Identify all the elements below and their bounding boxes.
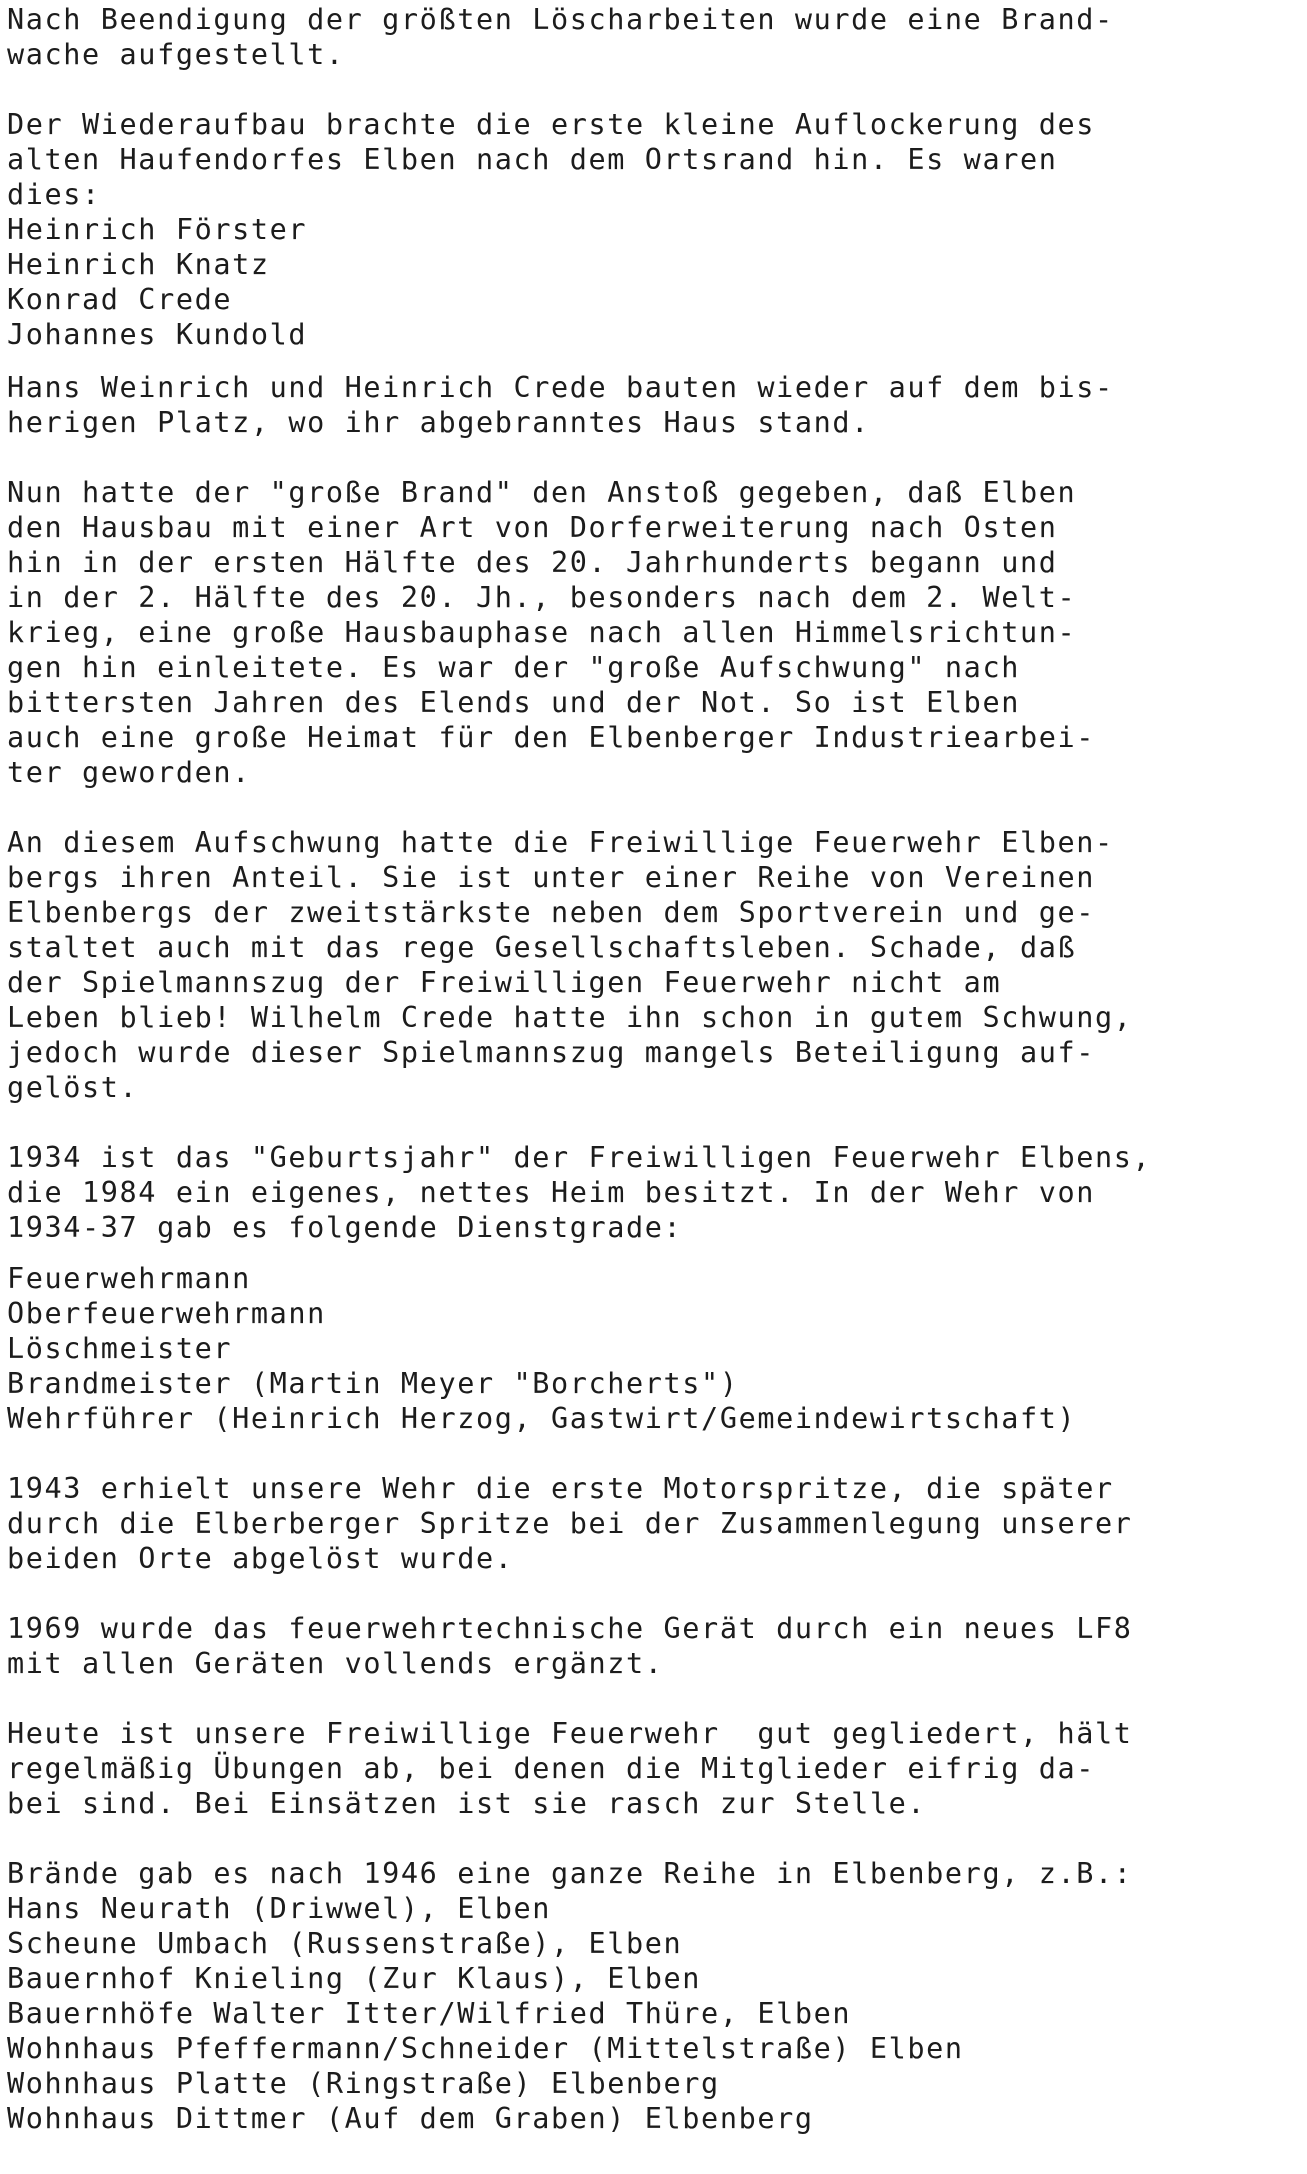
text-line: hin in der ersten Hälfte des 20. Jahrhunderts begann und bbox=[7, 546, 1058, 579]
text-line: den Hausbau mit einer Art von Dorferweiterung nach Osten bbox=[7, 511, 1058, 544]
list-item: Wohnhaus Platte (Ringstraße) Elbenberg bbox=[7, 2067, 720, 2100]
text-line: durch die Elberberger Spritze bei der Zusammenlegung unserer bbox=[7, 1507, 1133, 1540]
text-line: Brände gab es nach 1946 eine ganze Reihe in Elbenberg, z.B.: bbox=[7, 1857, 1133, 1890]
text-line: dies: bbox=[7, 178, 101, 211]
text-line: Elbenbergs der zweitstärkste neben dem Sportverein und ge- bbox=[7, 896, 1095, 929]
text-line: staltet auch mit das rege Gesellschaftsleben. Schade, daß bbox=[7, 931, 1077, 964]
text-line: bergs ihren Anteil. Sie ist unter einer Reihe von Vereinen bbox=[7, 861, 1095, 894]
text-line: regelmäßig Übungen ab, bei denen die Mitglieder eifrig da- bbox=[7, 1752, 1095, 1785]
text-line: der Spielmannszug der Freiwilligen Feuerwehr nicht am bbox=[7, 966, 1002, 999]
text-line: ter geworden. bbox=[7, 756, 251, 789]
paragraph-heute bbox=[7, 1716, 1302, 1821]
list-item: Konrad Crede bbox=[7, 283, 233, 316]
names-list bbox=[7, 212, 1302, 352]
text-line: 1969 wurde das feuerwehrtechnische Gerät durch ein neues LF8 bbox=[7, 1612, 1133, 1645]
text-line: herigen Platz, wo ihr abgebranntes Haus stand. bbox=[7, 406, 870, 439]
list-item: Wehrführer (Heinrich Herzog, Gastwirt/Gemeindewirtschaft) bbox=[7, 1402, 1077, 1435]
list-item: Löschmeister bbox=[7, 1332, 233, 1365]
list-item: Feuerwehrmann bbox=[7, 1262, 251, 1295]
text-line: Heute ist unsere Freiwillige Feuerwehr gut gegliedert, hält bbox=[7, 1717, 1133, 1750]
paragraph-aufschwung bbox=[7, 825, 1302, 1105]
text-line: jedoch wurde dieser Spielmannszug mangels Beteiligung auf- bbox=[7, 1036, 1095, 1069]
text-line: Hans Weinrich und Heinrich Crede bauten wieder auf dem bis- bbox=[7, 371, 1114, 404]
list-item: Bauernhof Knieling (Zur Klaus), Elben bbox=[7, 1962, 702, 1995]
paragraph-grosser-brand bbox=[7, 475, 1302, 790]
list-item: Heinrich Knatz bbox=[7, 248, 270, 281]
list-item: Hans Neurath (Driwwel), Elben bbox=[7, 1892, 551, 1925]
list-item: Johannes Kundold bbox=[7, 318, 308, 351]
list-item: Wohnhaus Dittmer (Auf dem Graben) Elbenberg bbox=[7, 2102, 814, 2135]
list-item: Scheune Umbach (Russenstraße), Elben bbox=[7, 1927, 683, 1960]
list-item: Heinrich Förster bbox=[7, 213, 308, 246]
text-line: wache aufgestellt. bbox=[7, 38, 345, 71]
text-line: bittersten Jahren des Elends und der Not. So ist Elben bbox=[7, 686, 1020, 719]
text-line: gen hin einleitete. Es war der "große Aufschwung" nach bbox=[7, 651, 1020, 684]
list-item: Oberfeuerwehrmann bbox=[7, 1297, 326, 1330]
document-page bbox=[7, 2, 1302, 2136]
paragraph-brandwache bbox=[7, 2, 1302, 72]
spacer bbox=[7, 1245, 1302, 1261]
paragraph-lf8 bbox=[7, 1611, 1302, 1681]
text-line: An diesem Aufschwung hatte die Freiwillige Feuerwehr Elben- bbox=[7, 826, 1114, 859]
text-line: 1934 ist das "Geburtsjahr" der Freiwilligen Feuerwehr Elbens, bbox=[7, 1141, 1152, 1174]
paragraph-wiederaufbau bbox=[7, 107, 1302, 212]
text-line: beiden Orte abgelöst wurde. bbox=[7, 1542, 514, 1575]
text-line: Der Wiederaufbau brachte die erste kleine Auflockerung des bbox=[7, 108, 1095, 141]
text-line: Nach Beendigung der größten Löscharbeiten wurde eine Brand- bbox=[7, 3, 1114, 36]
text-line: krieg, eine große Hausbauphase nach allen Himmelsrichtun- bbox=[7, 616, 1077, 649]
paragraph-braende bbox=[7, 1856, 1302, 2136]
text-line: bei sind. Bei Einsätzen ist sie rasch zur Stelle. bbox=[7, 1787, 927, 1820]
text-line: mit allen Geräten vollends ergänzt. bbox=[7, 1647, 664, 1680]
text-line: Nun hatte der "große Brand" den Anstoß gegeben, daß Elben bbox=[7, 476, 1077, 509]
text-line: 1943 erhielt unsere Wehr die erste Motorspritze, die später bbox=[7, 1472, 1114, 1505]
text-line: die 1984 ein eigenes, nettes Heim besitzt. In der Wehr von bbox=[7, 1176, 1095, 1209]
paragraph-weinrich-crede bbox=[7, 370, 1302, 440]
ranks-list bbox=[7, 1261, 1302, 1436]
text-line: Leben blieb! Wilhelm Crede hatte ihn schon in gutem Schwung, bbox=[7, 1001, 1133, 1034]
text-line: in der 2. Hälfte des 20. Jh., besonders nach dem 2. Welt- bbox=[7, 581, 1077, 614]
list-item: Wohnhaus Pfeffermann/Schneider (Mittelstraße) Elben bbox=[7, 2032, 964, 2065]
list-item: Bauernhöfe Walter Itter/Wilfried Thüre, Elben bbox=[7, 1997, 852, 2030]
text-line: gelöst. bbox=[7, 1071, 139, 1104]
text-line: alten Haufendorfes Elben nach dem Ortsrand hin. Es waren bbox=[7, 143, 1058, 176]
paragraph-motorspritze bbox=[7, 1471, 1302, 1576]
list-item: Brandmeister (Martin Meyer "Borcherts") bbox=[7, 1367, 739, 1400]
paragraph-geburtsjahr bbox=[7, 1140, 1302, 1245]
text-line: auch eine große Heimat für den Elbenberger Industriearbei- bbox=[7, 721, 1095, 754]
text-line: 1934-37 gab es folgende Dienstgrade: bbox=[7, 1211, 683, 1244]
